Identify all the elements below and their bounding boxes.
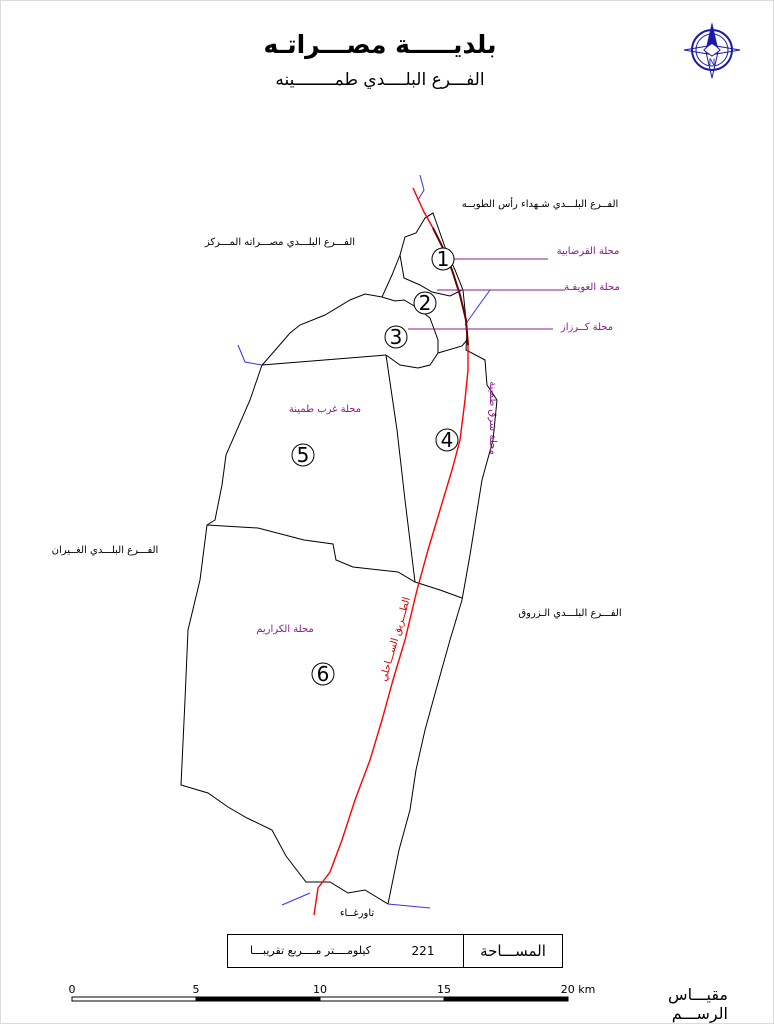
scale-tick-5: 5 bbox=[192, 983, 200, 996]
road-segment-dark bbox=[433, 228, 468, 345]
district-name-4: محلة شرق طمينة bbox=[487, 381, 498, 455]
district-marker-6[interactable] bbox=[312, 662, 334, 686]
district-name-3: محلة كــرزاز bbox=[560, 322, 614, 333]
district-marker-2[interactable] bbox=[414, 291, 436, 315]
north-arrow-icon bbox=[684, 22, 740, 78]
north-letter: N bbox=[708, 58, 716, 68]
scale-tick-10: 10 bbox=[313, 983, 327, 996]
scale-title: مقيـــاس الرســـم bbox=[668, 985, 728, 1023]
district-number-6: 6 bbox=[316, 662, 330, 686]
scale-tick-20: 20 km bbox=[560, 983, 596, 996]
district-name-6: محلة الكراريم bbox=[256, 624, 314, 635]
area-box bbox=[227, 934, 563, 968]
district-marker-4[interactable] bbox=[436, 428, 458, 452]
neighbor-zarrouq: الفـــرع البلـــدي الـزروق bbox=[518, 608, 622, 619]
district-marker-1[interactable] bbox=[432, 247, 454, 271]
district-number-5: 5 bbox=[296, 443, 310, 467]
district-number-3: 3 bbox=[389, 325, 403, 349]
scale-tick-0: 0 bbox=[68, 983, 76, 996]
district-marker-5[interactable] bbox=[292, 443, 314, 467]
district-marker-3[interactable] bbox=[385, 325, 407, 349]
district-number-2: 2 bbox=[418, 291, 432, 315]
area-unit: كيلومــــتر مــــربع تقريبـــا bbox=[250, 944, 371, 957]
district-number-4: 4 bbox=[440, 428, 454, 452]
road-label: الطـــريق الســـاحلي bbox=[378, 595, 413, 683]
map-subtitle: الفـــرع البلــــدي طمــــــــينه bbox=[275, 70, 485, 90]
area-value: 221 bbox=[411, 944, 435, 958]
coastal-road bbox=[314, 188, 468, 915]
neighbor-ras-tuba: الفــرع البلـــدي شـهداء رأس الطوبــه bbox=[461, 199, 619, 210]
scale-bar bbox=[69, 983, 596, 1001]
neighbor-tawergha: تاورغــاء bbox=[339, 908, 375, 919]
neighbor-misrata-center: الفـــرع البلـــدي مصـــراته المـــركز bbox=[204, 237, 356, 248]
district-name-5: محلة غرب طمينة bbox=[288, 404, 362, 415]
district-name-1: محلة القرضابية bbox=[556, 246, 620, 257]
water-features bbox=[238, 175, 490, 908]
scale-tick-15: 15 bbox=[437, 983, 451, 996]
neighbor-ghiran: الفـــرع البلـــدي الغــيران bbox=[51, 545, 159, 556]
municipality-boundary bbox=[181, 213, 497, 904]
map-title: بلديـــــة مصـــراتـه bbox=[263, 30, 497, 59]
district-number-1: 1 bbox=[436, 247, 450, 271]
area-label: المســـاحة bbox=[480, 942, 546, 960]
district-name-2: محلة الغويفـة bbox=[564, 282, 620, 293]
